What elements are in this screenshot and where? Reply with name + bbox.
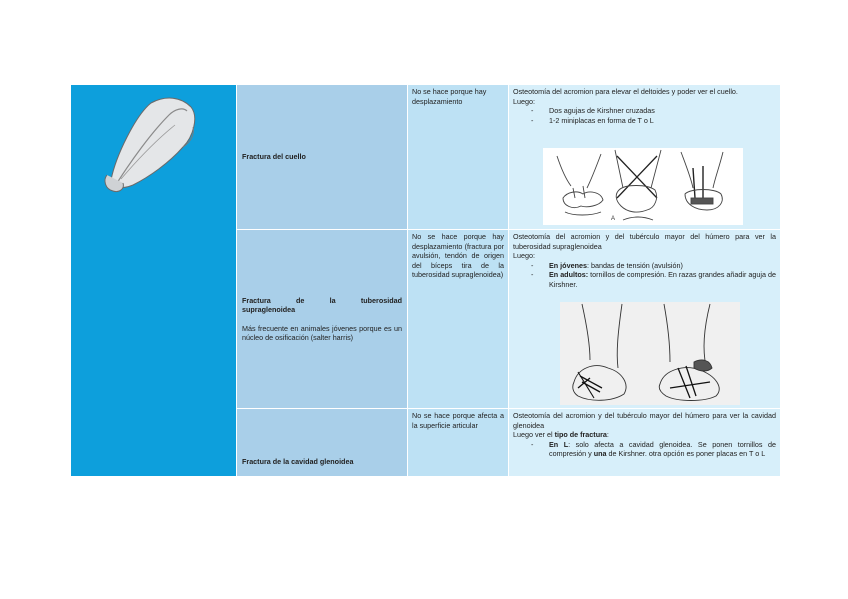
dash: - xyxy=(531,115,534,125)
treatment-intro: Osteotomía del acromion para elevar el deltoides y poder ver el cuello. xyxy=(513,87,738,96)
treatment-intro: Osteotomía del acromion y del tubérculo mayor del húmero para ver la tuberosidad supraglenoidea xyxy=(513,232,776,251)
fracture-name: Fractura de la tuberosidad xyxy=(242,295,402,305)
reason-text: No se hace porque afecta a la superficie articular xyxy=(412,411,504,430)
fracture-name-cell xyxy=(237,85,407,229)
tension-band-figure xyxy=(560,302,740,405)
treatment-list xyxy=(513,440,776,459)
treatment-list xyxy=(513,261,776,290)
dash: - xyxy=(531,260,534,270)
list-item: - 1-2 miniplacas en forma de T o L xyxy=(531,115,654,125)
fracture-table xyxy=(71,85,777,474)
dash: - xyxy=(531,106,534,115)
treatment-cell xyxy=(509,230,780,408)
fracture-name: Fractura del cuello xyxy=(242,152,306,162)
kirshner-figure xyxy=(543,148,743,225)
list-item: - En L: solo afecta a cavidad glenoidea. Se ponen tornillos de compresión y una de Kirshner. otra opción es poner placas en T o L xyxy=(531,439,776,458)
dash: - xyxy=(531,439,534,449)
treatment-cell xyxy=(509,85,780,229)
treatment-list xyxy=(513,106,776,125)
reason-text: No se hace porque hay desplazamiento xyxy=(412,87,487,106)
treatment-cell xyxy=(509,409,780,476)
reason-cell xyxy=(408,409,508,476)
fracture-name: Fractura de la cavidad glenoidea xyxy=(242,456,354,466)
figure-label: A xyxy=(611,216,616,222)
reason-cell xyxy=(408,230,508,408)
dash: - xyxy=(531,270,534,279)
reason-cell xyxy=(408,85,508,229)
fracture-note: Más frecuente en animales jóvenes porque es un núcleo de osificación (salter harris) xyxy=(242,323,402,342)
treatment-then: Luego: xyxy=(513,96,535,106)
fracture-name-cell xyxy=(237,409,407,476)
scapula-illustration xyxy=(71,85,236,474)
treatment-then: Luego ver el tipo de fractura: xyxy=(513,430,609,439)
treatment-intro: Osteotomía del acromion y del tubérculo mayor del húmero para ver la cavidad glenoidea xyxy=(513,411,776,430)
fracture-name-cell xyxy=(237,230,407,408)
treatment-then: Luego: xyxy=(513,251,535,260)
reason-text: No se hace porque hay desplazamiento (fractura por avulsión, tendón de origen del bíceps tira de la tuberosidad supraglenoidea) xyxy=(412,232,504,279)
fracture-name-cont: supraglenoidea xyxy=(242,305,296,315)
list-item: - En jóvenes: bandas de tensión (avulsión) xyxy=(531,260,683,270)
list-item: - Dos agujas de Kirshner cruzadas xyxy=(531,106,655,115)
list-item: - En adultos: tornillos de compresión. En razas grandes añadir aguja de Kirshner. xyxy=(531,270,776,289)
scapula-image-cell xyxy=(71,85,236,476)
